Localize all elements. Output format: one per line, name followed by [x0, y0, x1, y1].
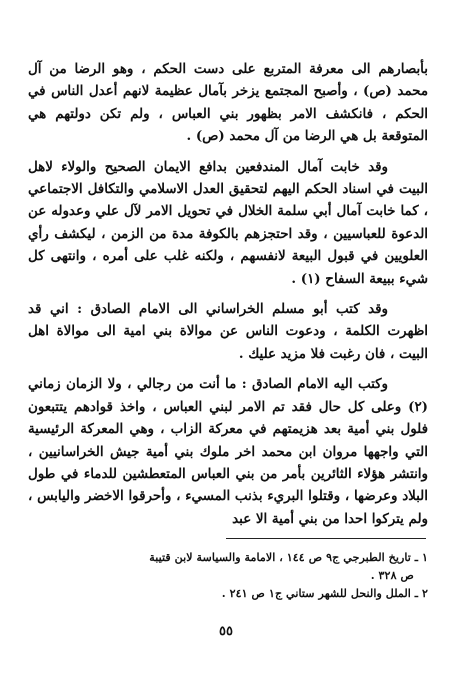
page-number: ٥٥	[219, 624, 233, 639]
paragraph-3: وقد كتب أبو مسلم الخراساني الى الامام الصادق : اني قد اظهرت الكلمة ، ودعوت الناس عن موالاة بني امية الى موالاة اهل البيت ، فان رغبت فلا مزيد عليك .	[28, 301, 428, 362]
footnote-1: ١ ـ تاريخ الطبرجي ج٩ ص ١٤٤ ، الامامة والسياسة لابن قتيبة	[149, 550, 428, 564]
footnotes	[28, 548, 428, 602]
document-body	[28, 58, 428, 530]
footnote-1-continuation: ص ٣٢٨ .	[370, 568, 414, 582]
footnote-2: ٢ ـ الملل والنحل للشهر ستاني ج١ ص ٢٤١ .	[221, 586, 428, 600]
paragraph-2: وقد خابت آمال المندفعين بدافع الايمان الصحيح والولاء لاهل البيت في اسناد الحكم اليهم لتحقيق العدل الاسلامي والتكافل الاجتماعي ، كما خابت آمال أبي سلمة الخلال في تحويل الامر لآل علي وعدوله عن الدعوة للعباسيين ، وقد احتجزهم بالكوفة مدة من الزمن ، ليكشف رأي العلويين في قبول البيعة لانفسهم ، ولكنه غلب على أمره ، وانتهى كل شيء ببيعة السفاح (١) .	[28, 158, 428, 287]
paragraph-1: بأبصارهم الى معرفة المتربع على دست الحكم ، وهو الرضا من آل محمد (ص) ، وأصبح المجتمع يزخر بآمال عظيمة لانهم أعدل الناس في الحكم ، فانكشف الامر بظهور بني العباس ، ولم تكن دولتهم هي المتوقعة بل هي الرضا من آل محمد (ص) .	[28, 61, 428, 145]
paragraph-4: وكتب اليه الامام الصادق : ما أنت من رجالي ، ولا الزمان زماني (٢) وعلى كل حال فقد تم الامر لبني العباس ، واخذ قوادهم يتتبعون فلول بني أمية بعد هزيمتهم في معركة الزاب ، وهي المعركة الرئيسية التي واجهها مروان ابن محمد اخر ملوك بني أمية جيش الخراسانيين ، وانتشر هؤلاء الثائرين بأمر من بني العباس المتعطشين للدماء في طول البلاد وعرضها ، وقتلوا البريء بذنب المسيء ، وأحرقوا الاخضر واليابس ، ولم يتركوا احدا من بني أمية الا عبد	[28, 376, 428, 527]
footnote-divider	[226, 538, 426, 539]
